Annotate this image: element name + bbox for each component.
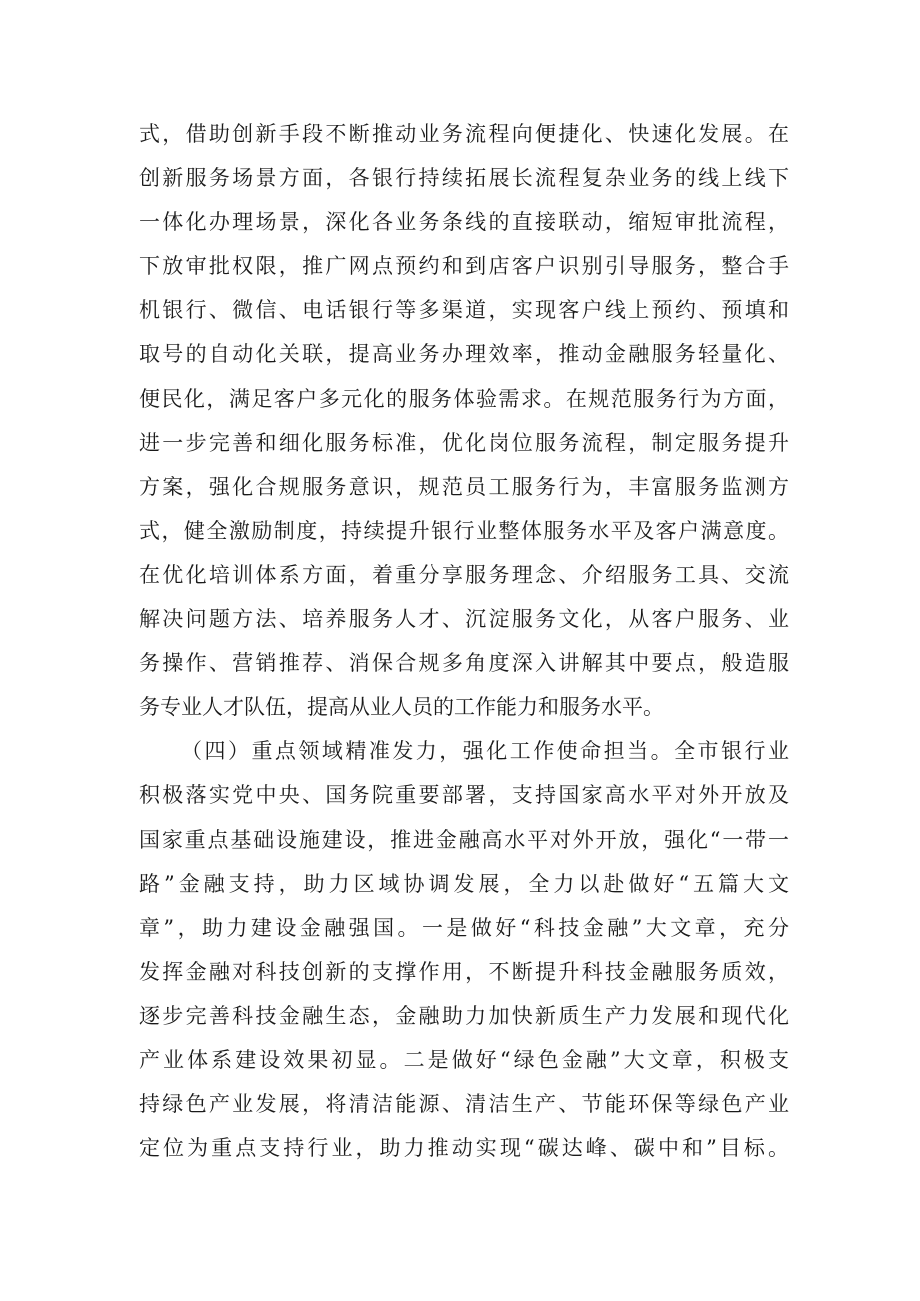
text-line: 取号的自动化关联，提高业务办理效率，推动金融服务轻量化、 <box>139 342 789 367</box>
text-line: 式，借助创新手段不断推动业务流程向便捷化、快速化发展。在 <box>139 122 789 146</box>
text-line: 积极落实党中央、国务院重要部署，支持国家高水平对外开放及 <box>139 783 789 808</box>
text-line: 章”，助力建设金融强国。一是做好“科技金融”大文章，充分 <box>139 915 789 940</box>
text-line: 下放审批权限，推广网点预约和到店客户识别引导服务，整合手 <box>139 254 789 279</box>
text-line: 务专业人才队伍，提高从业人员的工作能力和服务水平。 <box>139 695 664 720</box>
text-line: 便民化，满足客户多元化的服务体验需求。在规范服务行为方面， <box>139 386 789 411</box>
text-line: 方案，强化合规服务意识，规范员工服务行为，丰富服务监测方 <box>139 474 789 499</box>
text-line: 定位为重点支持行业，助力推动实现“碳达峰、碳中和”目标。 <box>139 1136 789 1161</box>
text-line: 一体化办理场景，深化各业务条线的直接联动，缩短审批流程， <box>139 210 789 235</box>
text-line: 式，健全激励制度，持续提升银行业整体服务水平及客户满意度。 <box>139 518 789 543</box>
text-line: 在优化培训体系方面，着重分享服务理念、介绍服务工具、交流 <box>139 562 789 587</box>
text-line: 务操作、营销推荐、消保合规多角度深入讲解其中要点，般造服 <box>139 651 789 676</box>
text-line: （四）重点领域精准发力，强化工作使命担当。全市银行业 <box>181 739 789 764</box>
text-line: 进一步完善和细化服务标准，优化岗位服务流程，制定服务提升 <box>139 430 789 455</box>
text-line: 创新服务场景方面，各银行持续拓展长流程复杂业务的线上线下 <box>139 166 789 191</box>
text-line: 国家重点基础设施建设，推进金融高水平对外开放，强化“一带一 <box>139 827 789 852</box>
text-line: 产业体系建设效果初显。二是做好“绿色金融”大文章，积极支 <box>139 1047 789 1072</box>
text-line: 逐步完善科技金融生态，金融助力加快新质生产力发展和现代化 <box>139 1003 789 1028</box>
body-text <box>139 112 789 1170</box>
text-line: 持绿色产业发展，将清洁能源、清洁生产、节能环保等绿色产业 <box>139 1092 789 1117</box>
text-line: 路”金融支持，助力区域协调发展，全力以赴做好“五篇大文 <box>139 871 789 896</box>
text-line: 解决问题方法、培养服务人才、沉淀服务文化，从客户服务、业 <box>139 607 789 632</box>
text-line: 机银行、微信、电话银行等多渠道，实现客户线上预约、预填和 <box>139 298 789 323</box>
text-line: 发挥金融对科技创新的支撑作用，不断提升科技金融服务质效， <box>139 959 789 984</box>
